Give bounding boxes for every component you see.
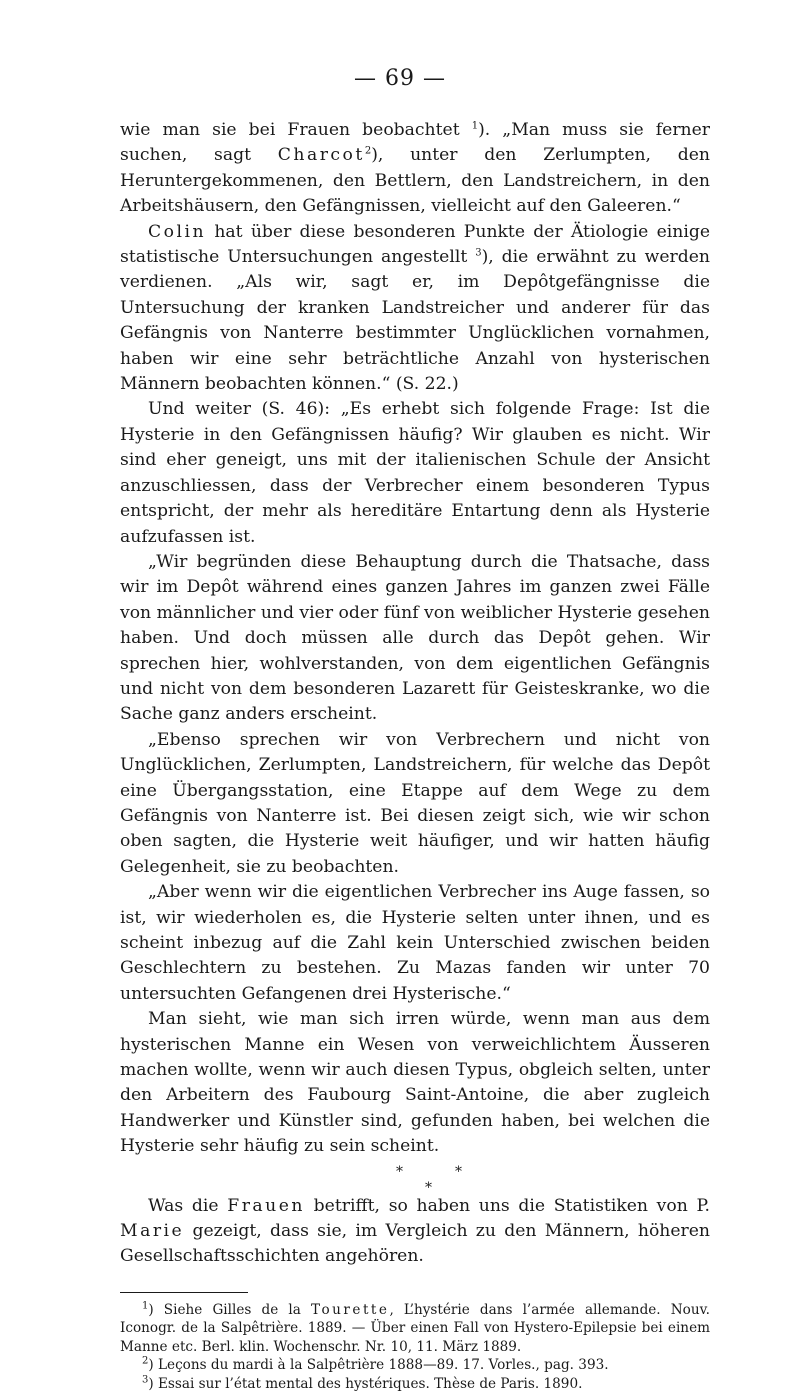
section-separator [120, 1160, 710, 1194]
separator-star: * [425, 1179, 432, 1196]
paragraph-1: wie man sie bei Frauen beobachtet $^1$). „Man muss sie ferner suchen, sagt Charcot$^2$), unter den Zerlumpten, den Heruntergekommenen, den Bettlern, den Landstreichern, in den Arbeitshäusern, den Gefängnissen, vielleicht auf den Galeeren.“ [120, 120, 711, 217]
footnote-2: $^2$) Leçons du mardi à la Salpêtrière 1888—89. 17. Vorles., pag. 393. [142, 1355, 609, 1374]
paragraph-7: Man sieht, wie man sich irren würde, wenn man aus dem hysterischen Manne ein Wesen von verweichlichtem Äusseren machen wollte, wenn wir auch diesen Typus, obgleich selten, unter den Arbeitern des Faubourg Saint-Antoine, die aber zugleich Handwerker und Künstler sind, gefunden haben, bei welchen die Hysterie sehr häufig zu sein scheint. [120, 1009, 710, 1157]
paragraph-6: „Aber wenn wir die eigentlichen Verbrecher ins Auge fassen, so ist, wir wiederholen es, die Hysterie selten unter ihnen, und es scheint inbezug auf die Zahl kein Unterschied zwischen beiden Geschlechtern zu bestehen. Zu Mazas fanden wir unter 70 untersuchten Gefangenen drei Hysterische.“ [120, 882, 710, 1004]
footnotes [120, 1301, 710, 1393]
page-number: — 69 — [354, 66, 446, 91]
author-name-charcot: Charcot [277, 145, 365, 166]
separator-star: * [455, 1163, 462, 1180]
paragraph-2: Colin hat über diese besonderen Punkte der Ätiologie einige statistische Untersuchungen angestellt $^3$), die erwähnt zu werden verdienen. „Als wir, sagt er, im Depôtgefängnisse die Untersuchung der kranken Landstreicher und anderer für das Gefängnis von Nanterre bestimmter Unglücklichen vornahmen, haben wir eine sehr beträchtliche Anzahl von hysterischen Männern beobachten können.“ (S. 22.) [120, 221, 710, 395]
paragraph-8: Was die Frauen betrifft, so haben uns die Statistiken von P. Marie gezeigt, dass sie, im Vergleich zu den Männern, höheren Gesellschaftsschichten angehören. [120, 1195, 710, 1267]
footnote-3: $^3$) Essai sur l’état mental des hystériques. Thèse de Paris. 1890. [142, 1374, 583, 1392]
paragraph-4: „Wir begründen diese Behauptung durch die Thatsache, dass wir im Depôt während eines ganzen Jahres im ganzen zwei Fälle von männlicher und vier oder fünf von weiblicher Hysterie gesehen haben. Und doch müssen alle durch das Depôt gehen. Wir sprechen hier, wohlverstanden, von dem eigentlichen Gefängnis und nicht von dem besonderen Lazarett für Geisteskranke, wo die Sache ganz anders erscheint. [120, 551, 710, 725]
footnote-divider [120, 1292, 248, 1293]
paragraph-5: „Ebenso sprechen wir von Verbrechern und nicht von Unglücklichen, Zerlumpten, Landstreichern, für welche das Depôt eine Übergangsstation, eine Etappe auf dem Wege zu dem Gefängnis von Nanterre ist. Bei diesen zeigt sich, wie wir schon oben sagten, die Hysterie weit häufiger, und wir hatten häufig Gelegenheit, sie zu beobachten. [120, 729, 710, 877]
body-text [120, 118, 710, 1393]
footnote-1: $^1$) Siehe Gilles de la Tourette, L’hystérie dans l’armée allemande. Nouv. Iconogr. de la Salpêtrière. 1889. — Über einen Fall von Hystero-Epilepsie bei einem Manne etc. Berl. klin. Wochenschr. Nr. 10, 11. März 1889. [120, 1300, 710, 1355]
author-name-tourette: Tourette [310, 1301, 390, 1318]
author-name-colin: Colin [148, 221, 207, 242]
author-name-marie: Marie [120, 1221, 185, 1242]
footnote-ref-3: 3 [475, 247, 482, 259]
paragraph-3: Und weiter (S. 46): „Es erhebt sich folgende Frage: Ist die Hysterie in den Gefängnissen häufig? Wir glauben es nicht. Wir sind eher geneigt, uns mit der italienischen Schule der Ansicht anzuschliessen, dass der Verbrecher einem besonderen Typus entspricht, der mehr als hereditäre Entartung denn als Hysterie aufzufassen ist. [120, 399, 710, 547]
footnote-ref-1: 1 [471, 120, 479, 132]
emphasis-frauen: Frauen [227, 1195, 305, 1216]
separator-star: * [396, 1163, 403, 1180]
footnote-ref-2: 2 [364, 145, 372, 157]
